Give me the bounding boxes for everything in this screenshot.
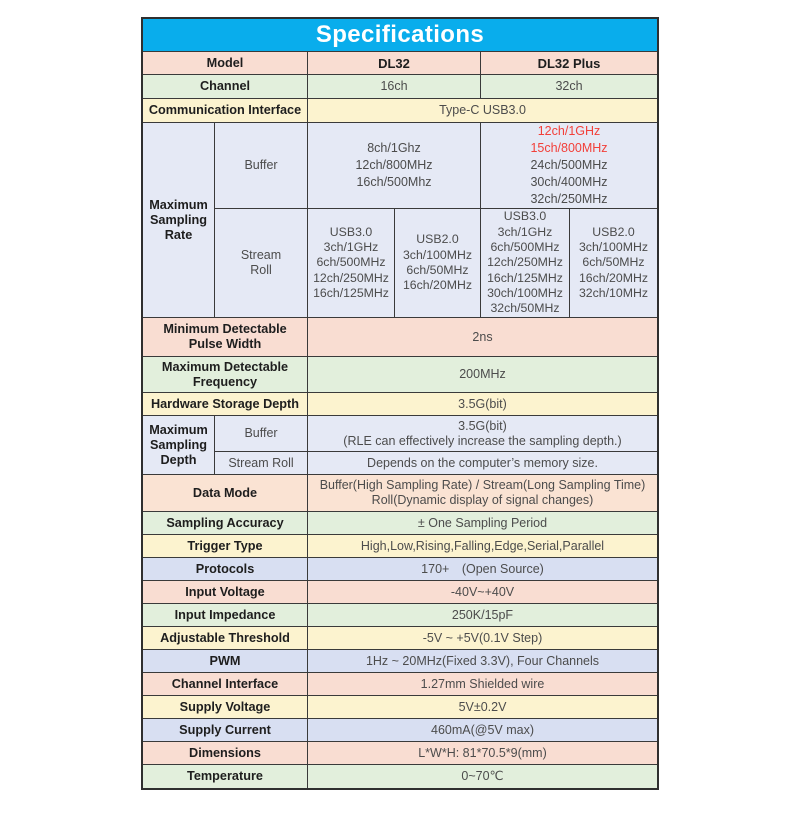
sublabel-sampling-rate-buffer: Buffer — [215, 123, 308, 209]
row-max-sampling-rate-label: Maximum Sampling Rate — [143, 123, 215, 318]
cell-data-mode-value: Buffer(High Sampling Rate) / Stream(Long Sampling Time) Roll(Dynamic display of signal changes) — [308, 475, 657, 512]
cell-pwm-value: 1Hz ~ 20MHz(Fixed 3.3V), Four Channels — [308, 650, 657, 673]
cell-sampling-depth-buffer-value: 3.5G(bit) (RLE can effectively increase the sampling depth.) — [308, 416, 657, 452]
row-supply-current-label: Supply Current — [143, 719, 308, 742]
row-channel-label: Channel — [143, 75, 308, 99]
cell-sampling-accuracy-value: ± One Sampling Period — [308, 512, 657, 535]
row-data-mode-label: Data Mode — [143, 475, 308, 512]
column-header-dl32-plus: DL32 Plus — [481, 52, 657, 75]
cell-max-frequency-value: 200MHz — [308, 357, 657, 393]
row-sampling-accuracy-label: Sampling Accuracy — [143, 512, 308, 535]
cell-input-voltage-value: -40V~+40V — [308, 581, 657, 604]
cell-temperature-value: 0~70℃ — [308, 765, 657, 788]
cell-stream-rate-dl32-usb3: USB3.0 3ch/1GHz 6ch/500MHz 12ch/250MHz 16ch/125MHz — [308, 209, 395, 318]
cell-dimensions-value: L*W*H: 81*70.5*9(mm) — [308, 742, 657, 765]
cell-trigger-type-value: High,Low,Rising,Falling,Edge,Serial,Parallel — [308, 535, 657, 558]
row-supply-voltage-label: Supply Voltage — [143, 696, 308, 719]
row-communication-interface-label: Communication Interface — [143, 99, 308, 123]
row-trigger-type-label: Trigger Type — [143, 535, 308, 558]
cell-input-impedance-value: 250K/15pF — [308, 604, 657, 627]
cell-stream-rate-dl32-plus-usb2: USB2.0 3ch/100MHz 6ch/50MHz 16ch/20MHz 32ch/10MHz — [570, 209, 657, 318]
cell-hw-storage-depth-value: 3.5G(bit) — [308, 393, 657, 416]
cell-protocols-value: 170+ (Open Source) — [308, 558, 657, 581]
page-title: Specifications — [143, 19, 657, 52]
row-input-voltage-label: Input Voltage — [143, 581, 308, 604]
sublabel-sampling-rate-stream-roll: Stream Roll — [215, 209, 308, 318]
row-pwm-label: PWM — [143, 650, 308, 673]
cell-sampling-depth-stream-roll-value: Depends on the computer’s memory size. — [308, 452, 657, 475]
row-max-sampling-depth-label: Maximum Sampling Depth — [143, 416, 215, 475]
sublabel-sampling-depth-stream-roll: Stream Roll — [215, 452, 308, 475]
cell-channel-dl32: 16ch — [308, 75, 481, 99]
cell-supply-current-value: 460mA(@5V max) — [308, 719, 657, 742]
cell-channel-dl32-plus: 32ch — [481, 75, 657, 99]
cell-supply-voltage-value: 5V±0.2V — [308, 696, 657, 719]
row-min-pulse-width-label: Minimum Detectable Pulse Width — [143, 318, 308, 357]
cell-adjustable-threshold-value: -5V ~ +5V(0.1V Step) — [308, 627, 657, 650]
buffer-rate-dl32-plus-highlight: 12ch/1GHz 15ch/800MHz — [530, 124, 608, 155]
row-dimensions-label: Dimensions — [143, 742, 308, 765]
sublabel-sampling-depth-buffer: Buffer — [215, 416, 308, 452]
row-hw-storage-depth-label: Hardware Storage Depth — [143, 393, 308, 416]
row-protocols-label: Protocols — [143, 558, 308, 581]
cell-buffer-rate-dl32: 8ch/1Ghz 12ch/800MHz 16ch/500Mhz — [308, 123, 481, 209]
cell-communication-interface-value: Type-C USB3.0 — [308, 99, 657, 123]
column-header-dl32: DL32 — [308, 52, 481, 75]
row-channel-interface-label: Channel Interface — [143, 673, 308, 696]
buffer-rate-dl32-plus-rest: 24ch/500MHz 30ch/400MHz 32ch/250MHz — [530, 158, 608, 206]
cell-buffer-rate-dl32-plus — [481, 123, 657, 209]
cell-channel-interface-value: 1.27mm Shielded wire — [308, 673, 657, 696]
row-temperature-label: Temperature — [143, 765, 308, 788]
cell-min-pulse-width-value: 2ns — [308, 318, 657, 357]
row-input-impedance-label: Input Impedance — [143, 604, 308, 627]
cell-stream-rate-dl32-usb2: USB2.0 3ch/100MHz 6ch/50MHz 16ch/20MHz — [395, 209, 481, 318]
row-max-frequency-label: Maximum Detectable Frequency — [143, 357, 308, 393]
cell-stream-rate-dl32-plus-usb3: USB3.0 3ch/1GHz 6ch/500MHz 12ch/250MHz 16ch/125MHz 30ch/100MHz 32ch/50MHz — [481, 209, 570, 318]
specifications-table — [141, 17, 659, 790]
row-adjustable-threshold-label: Adjustable Threshold — [143, 627, 308, 650]
row-model-label: Model — [143, 52, 308, 75]
